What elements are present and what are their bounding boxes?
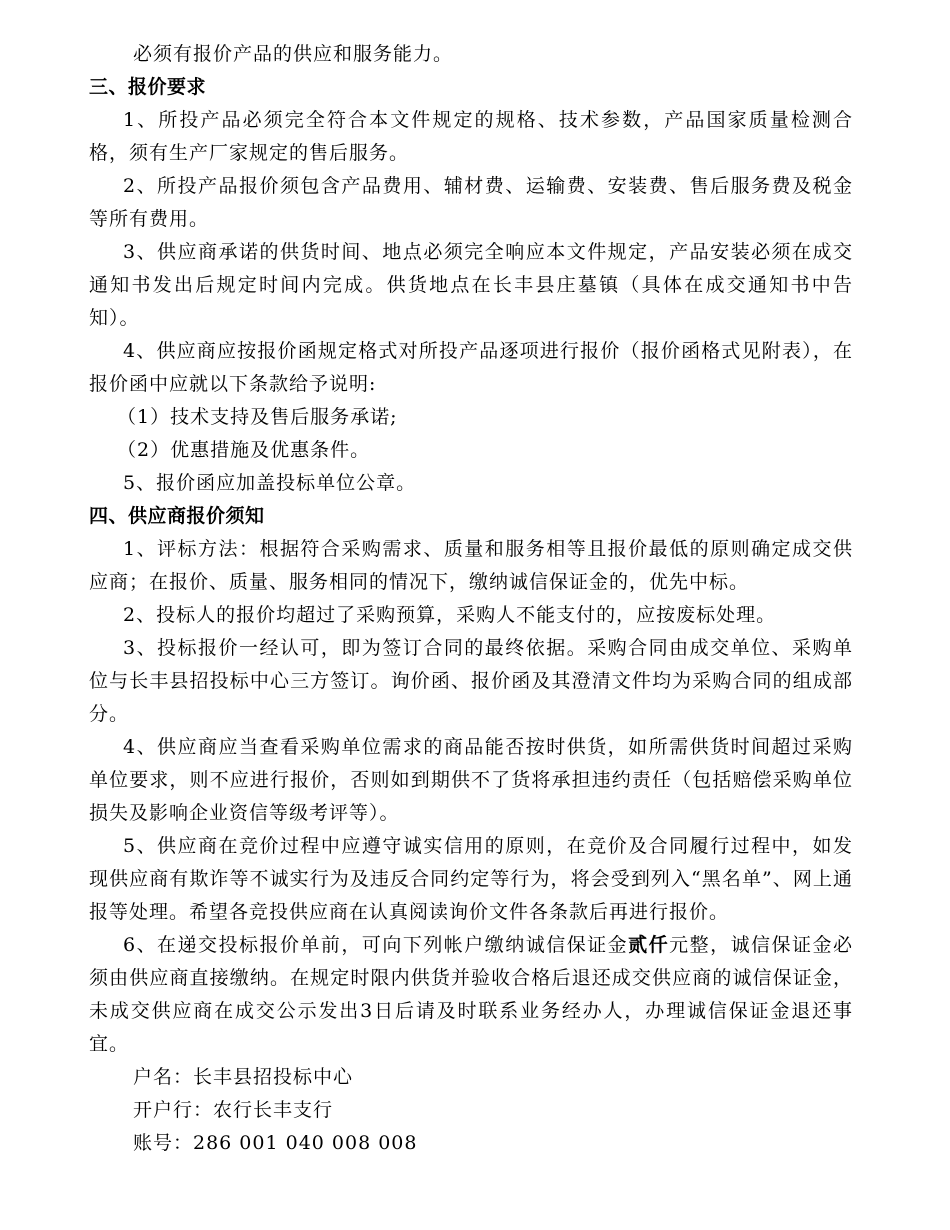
quote-requirement-4-item-1: （1）技术支持及售后服务承诺; [117, 406, 398, 428]
intro-line: 必须有报价产品的供应和服务能力。 [133, 43, 454, 65]
account-bank: 开户行：农行长丰支行 [133, 1099, 334, 1121]
section-heading-quote-requirements: 三、报价要求 [89, 76, 207, 98]
supplier-notice-3: 3、投标报价一经认可，即为签订合同的最终依据。采购合同由成交单位、采购单位与长丰县招投标中心三方签订。询价函、报价函及其澄清文件均为采购合同的组成部分。 [89, 637, 853, 725]
account-number: 账号：286 001 040 008 008 [133, 1132, 418, 1154]
section-heading-supplier-notice: 四、供应商报价须知 [89, 505, 265, 527]
quote-requirement-3: 3、供应商承诺的供货时间、地点必须完全响应本文件规定，产品安装必须在成交通知书发出后规定时间内完成。供货地点在长丰县庄墓镇（具体在成交通知书中告知）。 [89, 241, 853, 329]
supplier-notice-4: 4、供应商应当查看采购单位需求的商品能否按时供货，如所需供货时间超过采购单位要求，则不应进行报价，否则如到期供不了货将承担违约责任（包括赔偿采购单位损失及影响企业资信等级考评等）。 [89, 736, 853, 824]
quote-requirement-5: 5、报价函应加盖投标单位公章。 [123, 472, 417, 494]
supplier-notice-2: 2、投标人的报价均超过了采购预算，采购人不能支付的，应按废标处理。 [123, 604, 777, 626]
deposit-amount: 贰仟 [628, 934, 670, 956]
account-name: 户名：长丰县招投标中心 [133, 1066, 354, 1088]
supplier-notice-6 [89, 929, 853, 1061]
supplier-notice-1: 1、评标方法：根据符合采购需求、质量和服务相等且报价最低的原则确定成交供应商；在报价、质量、服务相同的情况下，缴纳诚信保证金的，优先中标。 [89, 538, 853, 593]
supplier-notice-6-text-before: 6、在递交投标报价单前，可向下列帐户缴纳诚信保证金 [123, 934, 629, 956]
quote-requirement-4: 4、供应商应按报价函规定格式对所投产品逐项进行报价（报价函格式见附表），在报价函中应就以下条款给予说明: [89, 340, 853, 395]
quote-requirement-2: 2、所投产品报价须包含产品费用、辅材费、运输费、安装费、售后服务费及税金等所有费用。 [89, 175, 853, 230]
document-body [89, 38, 853, 1160]
quote-requirement-4-item-2: （2）优惠措施及优惠条件。 [117, 439, 371, 461]
quote-requirement-1: 1、所投产品必须完全符合本文件规定的规格、技术参数，产品国家质量检测合格，须有生产厂家规定的售后服务。 [89, 109, 853, 164]
supplier-notice-5: 5、供应商在竞价过程中应遵守诚实信用的原则，在竞价及合同履行过程中，如发现供应商有欺诈等不诚实行为及违反合同约定等行为，将会受到列入“黑名单”、网上通报等处理。希望各竞投供应商在认真阅读询价文件各条款后再进行报价。 [89, 835, 853, 923]
supplier-notice-6-text-after: 元整，诚信保证金必须由供应商直接缴纳。在规定时限内供货并验收合格后退还成交供应商的诚信保证金，未成交供应商在成交公示发出3日后请及时联系业务经办人，办理诚信保证金退还事宜。 [89, 934, 853, 1055]
